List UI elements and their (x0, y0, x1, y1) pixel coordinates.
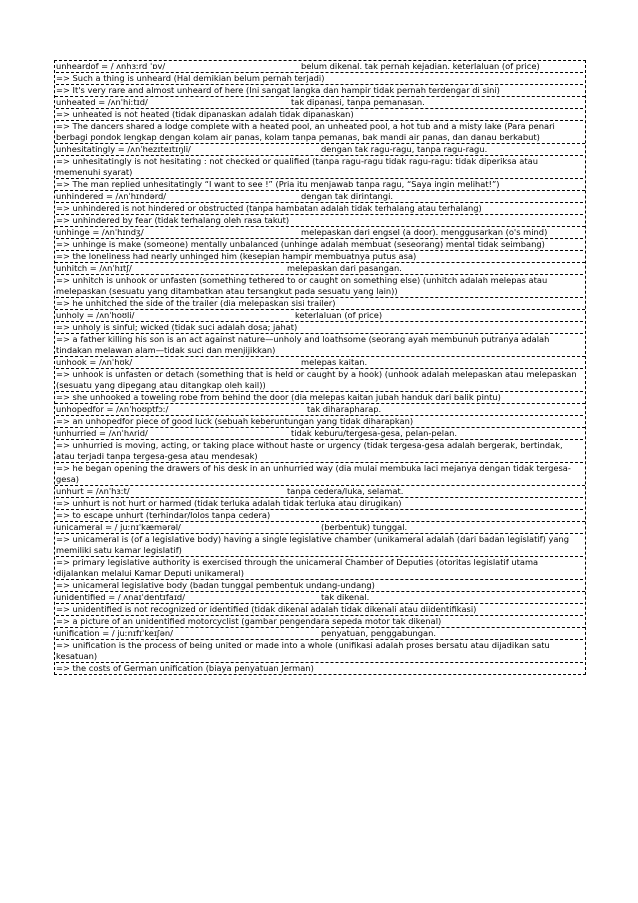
dictionary-entry (55, 310, 585, 357)
entry-header (55, 97, 585, 108)
dictionary-entry (55, 486, 585, 522)
entry-line: => Such a thing is unheard (Hal demikian belum pernah terjadi) (56, 72, 583, 84)
entry-header (55, 144, 585, 155)
entry-meaning: tak diharapharap. (307, 404, 382, 414)
dictionary-entry (55, 428, 585, 486)
dictionary-entry (55, 404, 585, 428)
entry-line: => The man replied unhesitatingly “I want to see !” (Pria itu menjawab tanpa ragu, “Saya ingin melihat!”) (56, 178, 583, 190)
entry-headword: unhurried = /ʌnˈhʌrid/ (56, 428, 148, 438)
entry-line: => unhurried is moving, acting, or taking place without haste or urgency (tidak tergesa-gesa adalah bergerak, bertindak, atau terjadi tanpa tergesa-gesa atau mendesak) (56, 439, 583, 462)
entry-line: => unicameral legislative body (badan tunggal pembentuk undang-undang) (56, 579, 583, 591)
entry-meaning: tanpa cedera/luka, selamat. (287, 486, 404, 496)
entry-header (55, 522, 585, 533)
entry-line: => unhindered by fear (tidak terhalang oleh rasa takut) (56, 214, 583, 226)
entry-line: => unhindered is not hindered or obstructed (tanpa hambatan adalah tidak terhalang atau terhalang) (56, 202, 583, 214)
entry-headword: unhinge = /ʌnˈhɪndʒ/ (56, 227, 144, 237)
entry-headword: unheardof = / ʌnhɜːrd ˈɒv/ (56, 61, 166, 71)
entry-header (55, 310, 585, 321)
entry-header (55, 592, 585, 603)
entry-line: => unhook is unfasten or detach (something that is held or caught by a hook) (unhook adalah melepaskan atau melepaskan (sesuatu yang dipegang atau ditangkap oleh kail)) (56, 368, 583, 391)
entry-line: => to escape unhurt (terhindar/lolos tanpa cedera) (56, 509, 583, 521)
entry-header (55, 61, 585, 72)
entry-headword: unicameral = / juːnɪˈkæmərəl/ (56, 522, 181, 532)
entry-line: => a picture of an unidentified motorcyclist (gambar pengendara sepeda motor tak dikenal) (56, 615, 583, 627)
dictionary-entry (55, 357, 585, 404)
entry-line: => unheated is not heated (tidak dipanaskan adalah tidak dipanaskan) (56, 108, 583, 120)
entry-headword: unhopedfor = /ʌnˈhoʊptfɔː/ (56, 404, 169, 414)
dictionary-entry (55, 227, 585, 263)
entry-headword: unhook = /ʌnˈhʊk/ (56, 357, 133, 367)
entry-meaning: penyatuan, penggabungan. (321, 628, 437, 638)
entry-line: => he unhitched the side of the trailer (dia melepaskan sisi trailer) (56, 297, 583, 309)
dictionary-entry (55, 592, 585, 628)
dictionary-entry (55, 522, 585, 592)
entry-headword: unhesitatingly = /ʌnˈhezɪteɪtɪŋli/ (56, 144, 191, 154)
entry-line: => unhurt is not hurt or harmed (tidak terluka adalah tidak terluka atau dirugikan) (56, 497, 583, 509)
entry-headword: unholy = /ʌnˈhoʊli/ (56, 310, 135, 320)
entry-headword: unhindered = /ʌnˈhɪndərd/ (56, 191, 167, 201)
dictionary-entry (55, 61, 585, 97)
entry-line: => the loneliness had nearly unhinged him (kesepian hampir membuatnya putus asa) (56, 250, 583, 262)
entry-line: => unholy is sinful; wicked (tidak suci adalah dosa; jahat) (56, 321, 583, 333)
entry-line: => a father killing his son is an act against nature—unholy and loathsome (seorang ayah membunuh putranya adalah tindakan melawan alam—tidak suci dan menjijikkan) (56, 333, 583, 356)
entry-line: => primary legislative authority is exercised through the unicameral Chamber of Deputies (otoritas legislatif utama dijalankan melalui Kamar Deputi unikameral) (56, 556, 583, 579)
entry-line: => unhesitatingly is not hesitating : not checked or qualified (tanpa ragu-ragu tidak ragu-ragu: tidak diperiksa atau memenuhi syarat) (56, 155, 583, 178)
entry-line: => unification is the process of being united or made into a whole (unifikasi adalah proses bersatu atau dijadikan satu kesatuan) (56, 639, 583, 662)
dictionary-entry (55, 97, 585, 144)
entry-header (55, 263, 585, 274)
dictionary-entry (55, 144, 585, 191)
entry-line: => It's very rare and almost unheard of here (Ini sangat langka dan hampir tidak pernah terdengar di sini) (56, 84, 583, 96)
entry-header (55, 191, 585, 202)
entry-meaning: tidak keburu/tergesa-gesa, pelan-pelan. (291, 428, 458, 438)
entry-headword: unheated = /ʌnˈhiːtɪd/ (56, 97, 148, 107)
entry-meaning: melepaskan dari pasangan. (287, 263, 402, 273)
entry-meaning: keterlaluan (of price) (295, 310, 383, 320)
entry-meaning: (berbentuk) tunggal. (321, 522, 408, 532)
entry-meaning: tak dikenal. (321, 592, 370, 602)
entry-header (55, 227, 585, 238)
entry-meaning: belum dikenal. tak pernah kejadian. keterlaluan (of price) (301, 61, 540, 71)
entry-header (55, 428, 585, 439)
entry-header (55, 486, 585, 497)
entry-line: => unhinge is make (someone) mentally unbalanced (unhinge adalah membuat (seseorang) mental tidak seimbang) (56, 238, 583, 250)
entry-line: => The dancers shared a lodge complete with a heated pool, an unheated pool, a hot tub and a misty lake (Para penari berbagi pondok lengkap dengan kolam air panas, kolam tanpa pemanas, bak mandi air panas, dan danau berkabut) (56, 120, 583, 143)
entry-line: => the costs of German unification (biaya penyatuan Jerman) (56, 662, 583, 674)
dictionary-entry (55, 263, 585, 310)
entry-line: => unidentified is not recognized or identified (tidak dikenal adalah tidak dikenali atau diidentifikasi) (56, 603, 583, 615)
entry-meaning: melepaskan dari engsel (a door). menggusarkan (o's mind) (301, 227, 548, 237)
entry-meaning: tak dipanasi, tanpa pemanasan. (291, 97, 425, 107)
entry-meaning: melepas kaitan. (301, 357, 368, 367)
entry-headword: unhitch = /ʌnˈhɪtʃ/ (56, 263, 132, 273)
entry-line: => she unhooked a toweling robe from behind the door (dia melepas kaitan jubah handuk dari balik pintu) (56, 391, 583, 403)
entry-line: => an unhopedfor piece of good luck (sebuah keberuntungan yang tidak diharapkan) (56, 415, 583, 427)
entry-line: => unicameral is (of a legislative body) having a single legislative chamber (unikameral adalah (dari badan legislatif) yang memiliki satu kamar legislatif) (56, 533, 583, 556)
entry-header (55, 357, 585, 368)
entry-headword: unidentified = / ʌnaɪˈdentɪfaɪd/ (56, 592, 185, 602)
entry-headword: unhurt = /ʌnˈhɜːt/ (56, 486, 130, 496)
entry-line: => unhitch is unhook or unfasten (something tethered to or caught on something else) (unhitch adalah melepas atau melepaskan (sesuatu yang ditambatkan atau tersangkut pada sesuatu yang lain)) (56, 274, 583, 297)
entry-headword: unification = / juːnɪfɪˈkeɪʃən/ (56, 628, 173, 638)
entry-meaning: dengan tak dirintangi. (301, 191, 394, 201)
dictionary-table (54, 60, 586, 675)
entry-header (55, 628, 585, 639)
entry-meaning: dengan tak ragu-ragu, tanpa ragu-ragu. (321, 144, 488, 154)
entry-header (55, 404, 585, 415)
entry-line: => he began opening the drawers of his desk in an unhurried way (dia mulai membuka laci mejanya dengan tidak tergesa-gesa) (56, 462, 583, 485)
dictionary-entry (55, 191, 585, 227)
dictionary-entry (55, 628, 585, 674)
